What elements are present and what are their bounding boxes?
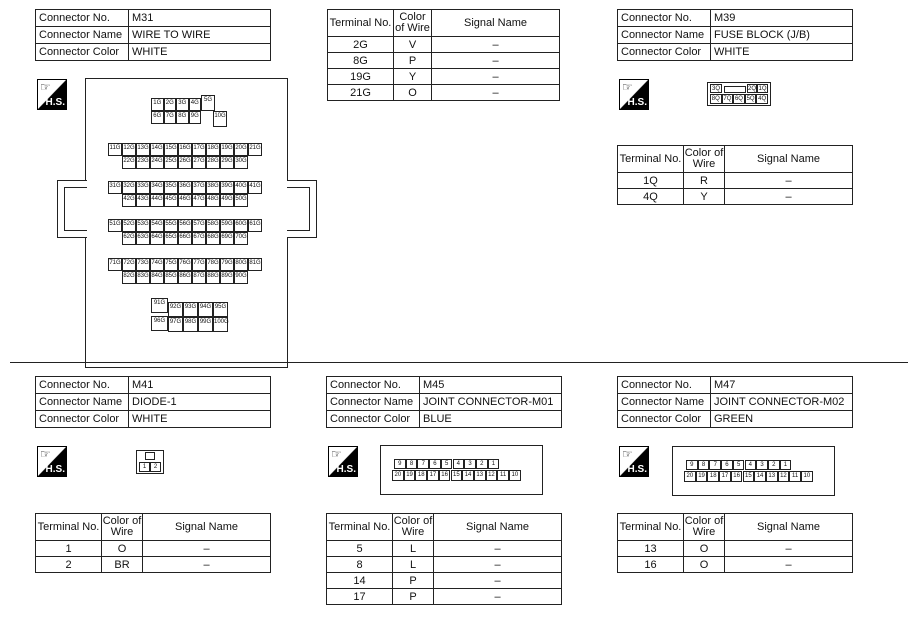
connector-pin: 18 <box>415 470 427 481</box>
m39-no: M39 <box>711 10 853 27</box>
terminal-no: 19G <box>328 69 394 85</box>
connector-pin: 44G <box>150 194 164 207</box>
terminal-no: 5 <box>327 541 393 557</box>
connector-pin: 81G <box>248 258 262 271</box>
connector-pin: 4Q <box>758 96 767 102</box>
connector-pin: 10 <box>509 470 521 481</box>
connector-pin: 5 <box>441 459 453 469</box>
connector-pin: 9G <box>189 111 202 124</box>
signal-name: – <box>143 541 271 557</box>
signal-name: – <box>434 557 562 573</box>
connector-pin: 28G <box>206 156 220 169</box>
connector-pin: 24G <box>150 156 164 169</box>
connector-pin: 20 <box>392 470 404 481</box>
connector-pin: 82G <box>122 271 136 284</box>
signal-name: – <box>725 189 853 205</box>
terminal-no: 16 <box>618 557 684 573</box>
connector-pin: 58G <box>206 219 220 232</box>
connector-pin: 6G <box>151 111 164 124</box>
connector-pin: 77G <box>192 258 206 271</box>
connector-pin: 99G <box>198 317 213 332</box>
m39-signal-table: Terminal No. Color of Wire Signal Name 1Q R – 4Q Y – <box>617 145 853 205</box>
connector-pin: 18 <box>707 471 719 482</box>
connector-pin: 86G <box>178 271 192 284</box>
connector-pin: 2G <box>164 98 177 111</box>
wire-color: O <box>102 541 143 557</box>
wire-color: BR <box>102 557 143 573</box>
connector-pin: 8G <box>176 111 189 124</box>
connector-pin: 14 <box>754 471 766 482</box>
signal-name: – <box>434 589 562 605</box>
connector-pin: 15 <box>451 470 463 481</box>
section-divider <box>10 362 908 363</box>
connector-pin: 8 <box>698 460 710 470</box>
connector-pin: 16 <box>731 471 743 482</box>
wire-color: Y <box>684 189 725 205</box>
connector-pin: 1 <box>488 459 500 469</box>
connector-pin: 21G <box>248 143 262 156</box>
m39-hs-icon: ☞ H.S. <box>619 79 649 110</box>
connector-pin: 37G <box>192 181 206 194</box>
connector-pin: 30G <box>234 156 248 169</box>
connector-pin: 90G <box>234 271 248 284</box>
connector-pin: 53G <box>136 219 150 232</box>
connector-pin: 2 <box>476 459 488 469</box>
signal-name: – <box>432 69 560 85</box>
wire-color: P <box>393 589 434 605</box>
connector-pin: 95G <box>213 302 228 317</box>
connector-pin: 7G <box>164 111 177 124</box>
connector-pin: 71G <box>108 258 122 271</box>
connector-pin: 88G <box>206 271 220 284</box>
signal-name: – <box>434 541 562 557</box>
wire-color: L <box>393 541 434 557</box>
wire-color: O <box>684 541 725 557</box>
m45-terminal-row <box>327 589 562 605</box>
connector-pin: 85G <box>164 271 178 284</box>
connector-pin: 64G <box>150 232 164 245</box>
wire-color: Y <box>394 69 432 85</box>
connector-pin: 3Q <box>711 86 720 92</box>
connector-pin: 15 <box>743 471 755 482</box>
connector-pin: 2 <box>768 460 780 470</box>
connector-pin: 48G <box>206 194 220 207</box>
label-connector-no: Connector No. <box>36 10 129 27</box>
connector-pin: 92G <box>168 302 183 317</box>
connector-pin: 1G <box>151 98 164 111</box>
connector-pin: 45G <box>164 194 178 207</box>
connector-pin: 6Q <box>734 96 743 102</box>
signal-name: – <box>432 53 560 69</box>
m41-signal-table: Terminal No. Color of Wire Signal Name 1 O – 2 BR – <box>35 513 271 573</box>
connector-pin: 41G <box>248 181 262 194</box>
connector-pin: 19 <box>696 471 708 482</box>
signal-name: – <box>432 37 560 53</box>
connector-pin: 94G <box>198 302 213 317</box>
connector-pin: 67G <box>192 232 206 245</box>
m41-terminal-row <box>36 541 271 557</box>
connector-pin: 89G <box>220 271 234 284</box>
signal-name: – <box>434 573 562 589</box>
m31-terminal-row <box>328 85 560 101</box>
connector-pin: 76G <box>178 258 192 271</box>
connector-pin: 17G <box>192 143 206 156</box>
connector-pin: 25G <box>164 156 178 169</box>
terminal-no: 4Q <box>618 189 684 205</box>
connector-pin: 51G <box>108 219 122 232</box>
terminal-no: 1Q <box>618 173 684 189</box>
m39-color: WHITE <box>711 44 853 61</box>
connector-pin: 2Q <box>748 86 757 92</box>
connector-pin: 68G <box>206 232 220 245</box>
m31-terminal-row <box>328 53 560 69</box>
terminal-no: 1 <box>36 541 102 557</box>
connector-pin: 3G <box>176 98 189 111</box>
signal-name: – <box>143 557 271 573</box>
m47-connector-info: Connector No. M47 Connector Name JOINT CONNECTOR-M02 Connector Color GREEN <box>617 376 853 428</box>
connector-pin: 11G <box>108 143 122 156</box>
connector-pin: 46G <box>178 194 192 207</box>
connector-pin: 12G <box>122 143 136 156</box>
connector-pin: 1 <box>780 460 792 470</box>
m39-terminal-row <box>618 189 853 205</box>
connector-pin: 35G <box>164 181 178 194</box>
connector-pin: 10G <box>213 111 227 127</box>
m31-terminal-row <box>328 69 560 85</box>
wire-color: O <box>394 85 432 101</box>
connector-pin: 65G <box>164 232 178 245</box>
m39-name: FUSE BLOCK (J/B) <box>711 27 853 44</box>
m39-connector-info: Connector No. M39 Connector Name FUSE BLOCK (J/B) Connector Color WHITE <box>617 9 853 61</box>
m39-terminal-row <box>618 173 853 189</box>
m41-connector-info: Connector No. M41 Connector Name DIODE-1 Connector Color WHITE <box>35 376 271 428</box>
connector-pin: 17 <box>427 470 439 481</box>
m41-terminal-row <box>36 557 271 573</box>
m45-name: JOINT CONNECTOR-M01 <box>420 394 562 411</box>
connector-pin: 61G <box>248 219 262 232</box>
connector-pin: 60G <box>234 219 248 232</box>
connector-pin: 57G <box>192 219 206 232</box>
connector-pin: 36G <box>178 181 192 194</box>
m45-signal-table: Terminal No. Color of Wire Signal Name 5 L – 8 L – 14 P – 17 P – <box>326 513 562 605</box>
terminal-no: 2 <box>36 557 102 573</box>
connector-pin: 31G <box>108 181 122 194</box>
connector-pin: 6 <box>721 460 733 470</box>
connector-pin: 62G <box>122 232 136 245</box>
connector-pin: 8Q <box>711 96 720 102</box>
m31-name: WIRE TO WIRE <box>129 27 271 44</box>
signal-name: – <box>725 173 853 189</box>
connector-pin: 91G <box>151 298 168 313</box>
connector-pin: 7Q <box>723 96 732 102</box>
connector-pin: 63G <box>136 232 150 245</box>
connector-pin: 40G <box>234 181 248 194</box>
connector-pin: 11 <box>789 471 801 482</box>
connector-pin: 42G <box>122 194 136 207</box>
wire-color: O <box>684 557 725 573</box>
connector-pin: 55G <box>164 219 178 232</box>
connector-pin: 14 <box>462 470 474 481</box>
m45-connector-info: Connector No. M45 Connector Name JOINT CONNECTOR-M01 Connector Color BLUE <box>326 376 562 428</box>
connector-pin: 70G <box>234 232 248 245</box>
connector-pin: 19G <box>220 143 234 156</box>
connector-pin: 16G <box>178 143 192 156</box>
m45-color: BLUE <box>420 411 562 428</box>
connector-pin: 98G <box>183 317 198 332</box>
label-connector-name: Connector Name <box>36 27 129 44</box>
terminal-no: 8 <box>327 557 393 573</box>
m45-terminal-row <box>327 573 562 589</box>
m41-no: M41 <box>129 377 271 394</box>
terminal-no: 13 <box>618 541 684 557</box>
connector-pin: 43G <box>136 194 150 207</box>
connector-pin: 97G <box>168 317 183 332</box>
connector-pin: 84G <box>150 271 164 284</box>
terminal-no: 17 <box>327 589 393 605</box>
connector-pin: 52G <box>122 219 136 232</box>
m45-no: M45 <box>420 377 562 394</box>
signal-name: – <box>725 541 853 557</box>
connector-pin: 20G <box>234 143 248 156</box>
connector-pin: 26G <box>178 156 192 169</box>
terminal-no: 14 <box>327 573 393 589</box>
connector-pin: 4 <box>745 460 757 470</box>
connector-pin: 6 <box>429 459 441 469</box>
connector-pin: 75G <box>164 258 178 271</box>
connector-pin: 11 <box>497 470 509 481</box>
m31-signal-table: Terminal No. Color of Wire Signal Name 2G V – 8G P – 19G Y – 21G O – <box>327 9 560 101</box>
connector-pin: 96G <box>151 316 168 331</box>
connector-pin: 50G <box>234 194 248 207</box>
label-connector-color: Connector Color <box>36 44 129 61</box>
connector-pin: 59G <box>220 219 234 232</box>
connector-pin: 8 <box>406 459 418 469</box>
connector-pin: 13 <box>766 471 778 482</box>
m47-terminal-row <box>618 541 853 557</box>
connector-pin: 27G <box>192 156 206 169</box>
wire-color: V <box>394 37 432 53</box>
connector-pin: 16 <box>439 470 451 481</box>
connector-pin: 100G <box>213 317 228 332</box>
signal-name: – <box>725 557 853 573</box>
fuse-slot <box>724 86 746 93</box>
m47-no: M47 <box>711 377 853 394</box>
connector-pin: 12 <box>486 470 498 481</box>
connector-pin: 87G <box>192 271 206 284</box>
connector-pin: 5Q <box>746 96 755 102</box>
terminal-no: 8G <box>328 53 394 69</box>
m31-color: WHITE <box>129 44 271 61</box>
m47-hs-icon: ☞ H.S. <box>619 446 649 477</box>
connector-pin: 80G <box>234 258 248 271</box>
connector-pin: 73G <box>136 258 150 271</box>
connector-pin: 69G <box>220 232 234 245</box>
connector-pin: 38G <box>206 181 220 194</box>
wire-color: P <box>393 573 434 589</box>
connector-pin: 49G <box>220 194 234 207</box>
connector-pin: 74G <box>150 258 164 271</box>
connector-pin: 15G <box>164 143 178 156</box>
connector-pin: 32G <box>122 181 136 194</box>
m41-name: DIODE-1 <box>129 394 271 411</box>
m45-terminal-row <box>327 557 562 573</box>
connector-pin: 23G <box>136 156 150 169</box>
connector-pin: 19 <box>404 470 416 481</box>
connector-pin: 93G <box>183 302 198 317</box>
m31-connector-info <box>35 9 271 61</box>
m41-hs-icon: ☞ H.S. <box>37 446 67 477</box>
terminal-no: 21G <box>328 85 394 101</box>
connector-pin: 22G <box>122 156 136 169</box>
connector-pin: 20 <box>684 471 696 482</box>
connector-pin: 5G <box>201 95 215 111</box>
connector-pin: 79G <box>220 258 234 271</box>
connector-pin: 3 <box>464 459 476 469</box>
connector-pin: 7 <box>417 459 429 469</box>
wire-color: L <box>393 557 434 573</box>
connector-pin: 3 <box>756 460 768 470</box>
connector-pin: 9 <box>394 459 406 469</box>
connector-pin: 4G <box>189 98 202 111</box>
connector-pin: 7 <box>709 460 721 470</box>
connector-pin: 83G <box>136 271 150 284</box>
wire-color: P <box>394 53 432 69</box>
connector-pin: 12 <box>778 471 790 482</box>
m47-color: GREEN <box>711 411 853 428</box>
connector-pin: 18G <box>206 143 220 156</box>
connector-pin: 47G <box>192 194 206 207</box>
m31-no: M31 <box>129 10 271 27</box>
connector-pin: 56G <box>178 219 192 232</box>
m31-terminal-row <box>328 37 560 53</box>
m45-terminal-row <box>327 541 562 557</box>
connector-pin: 34G <box>150 181 164 194</box>
m45-hs-icon: ☞ H.S. <box>328 446 358 477</box>
connector-pin: 39G <box>220 181 234 194</box>
connector-pin: 1Q <box>758 86 767 92</box>
terminal-no: 2G <box>328 37 394 53</box>
connector-pin: 66G <box>178 232 192 245</box>
m47-terminal-row <box>618 557 853 573</box>
connector-pin: 5 <box>733 460 745 470</box>
connector-pin: 33G <box>136 181 150 194</box>
m31-hs-icon: ☞ H.S. <box>37 79 67 110</box>
m47-name: JOINT CONNECTOR-M02 <box>711 394 853 411</box>
connector-pin: 4 <box>453 459 465 469</box>
connector-pin: 72G <box>122 258 136 271</box>
m47-signal-table: Terminal No. Color of Wire Signal Name 13 O – 16 O – <box>617 513 853 573</box>
m41-color: WHITE <box>129 411 271 428</box>
connector-pin: 14G <box>150 143 164 156</box>
connector-pin: 10 <box>801 471 813 482</box>
connector-pin: 13G <box>136 143 150 156</box>
connector-pin: 29G <box>220 156 234 169</box>
signal-name: – <box>432 85 560 101</box>
wire-color: R <box>684 173 725 189</box>
connector-pin: 9 <box>686 460 698 470</box>
connector-pin: 54G <box>150 219 164 232</box>
connector-pin: 13 <box>474 470 486 481</box>
connector-pin: 17 <box>719 471 731 482</box>
connector-pin: 78G <box>206 258 220 271</box>
